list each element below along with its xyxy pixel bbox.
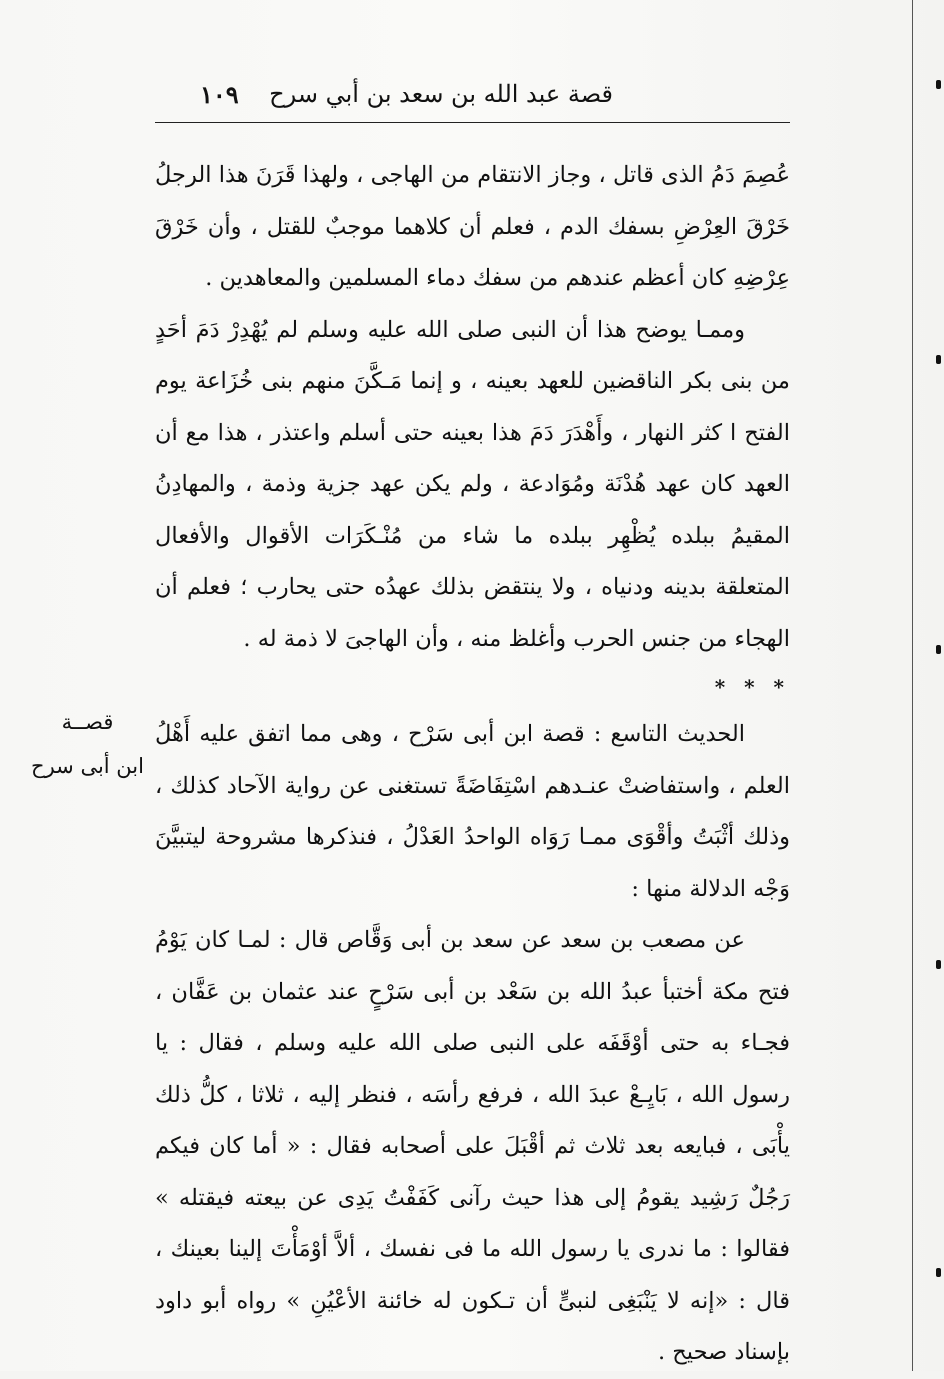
paragraph: عُصِمَ دَمُ الذى قاتل ، وجاز الانتقام من الهاجى ، ولهذا قَرَنَ هذا الرجلُ خَرْقَ العِرْضِ بسفك الدم ، فعلم أن كلاهما موجبٌ للقتل ، وأن خَرْقَ عِرْضِهِ كان أعظم عندهم من سفك دماء المسلمين والمعاهدين .	[155, 162, 790, 291]
page-header	[160, 80, 788, 116]
marginal-note	[30, 700, 145, 788]
hadith-intro: الحديث التاسع : قصة ابن أبى سَرْح ، وهى مما اتفق عليه أَهْلُ العلم ، واستفاضتْ عنـدهم اسْتِفَاضَةً تستغنى عن رواية الآحاد كذلك ، وذلك أثْبَتُ وأقْوَى ممـا رَوَاه الواحدُ العَدْلُ ، فنذكرها مشروحة ليتبيَّنَ وَجْه الدلالة منها :	[155, 721, 790, 902]
section-separator: * * *	[714, 675, 790, 699]
edge-mark	[936, 1268, 941, 1277]
marginal-note-line: ابن أبى سرح	[31, 754, 144, 778]
marginal-note-line: قصــة	[61, 710, 114, 734]
edge-mark	[936, 645, 941, 654]
page-number: ١٠٩	[200, 80, 239, 109]
running-title: قصة عبد الله بن سعد بن أبي سرح	[269, 80, 613, 108]
paragraph: وممـا يوضح هذا أن النبى صلى الله عليه وسلم لم يُهْدِرْ دَمَ أحَدٍ من بنى بكر الناقضين للعهد بعينه ، و إنما مَـكَّنَ منهم بنى خُزَاعة يوم الفتح ا كثر النهار ، وأَهْدَرَ دَمَ هذا بعينه حتى أسلم واعتذر ، هذا مع أن العهد كان عهد هُدْنَة ومُوَادعة ، ولم يكن عهد جزية وذمة ، والمهادِنُ المقيمُ ببلده يُظْهِر ببلده ما شاء من مُنْـكَرَات الأقوال والأفعال المتعلقة بدينه ودنياه ، ولا ينتقض بذلك عهدُه حتى يحارب ؛ فعلم أن الهجاء من جنس الحرب وأغلظ منه ، وأن الهاجىَ لا ذمة له .	[155, 316, 790, 652]
edge-mark	[936, 80, 941, 89]
main-text	[155, 150, 790, 1379]
edge-mark	[936, 960, 941, 969]
hadith-text: عن مصعب بن سعد عن سعد بن أبى وَقَّاص قال : لمـا كان يَوْمُ فتح مكة أختبأ عبدُ الله بن سَعْد بن أبى سَرْحٍ عند عثمان بن عَفَّان ، فجـاء به حتى أوْقَفَه على النبى صلى الله عليه وسلم ، فقال : يا رسول الله ، بَايِـعْ عبدَ الله ، فرفع رأسَه ، فنظر إليه ، ثلاثا ، كلُّ ذلك يأْبَى ، فبايعه بعد ثلاث ثم أقْبَلَ على أصحابه فقال : « أما كان فيكم رَجُلٌ رَشِيد يقومُ إلى هذا حيث رآنى كَفَفْتُ يَدِى عن بيعته فيقتله » فقالوا : ما ندرى يا رسول الله ما فى نفسك ، ألاَّ أوْمَأْتَ إلينا بعينك ، قال : «إنه لا يَنْبَغِى لنبىٍّ أن تـكون له خائنة الأعْيُنِ » رواه أبو داود بإسناد صحيح .	[155, 927, 790, 1365]
header-rule	[155, 122, 790, 123]
edge-mark	[936, 355, 941, 364]
binding-edge	[912, 0, 913, 1371]
